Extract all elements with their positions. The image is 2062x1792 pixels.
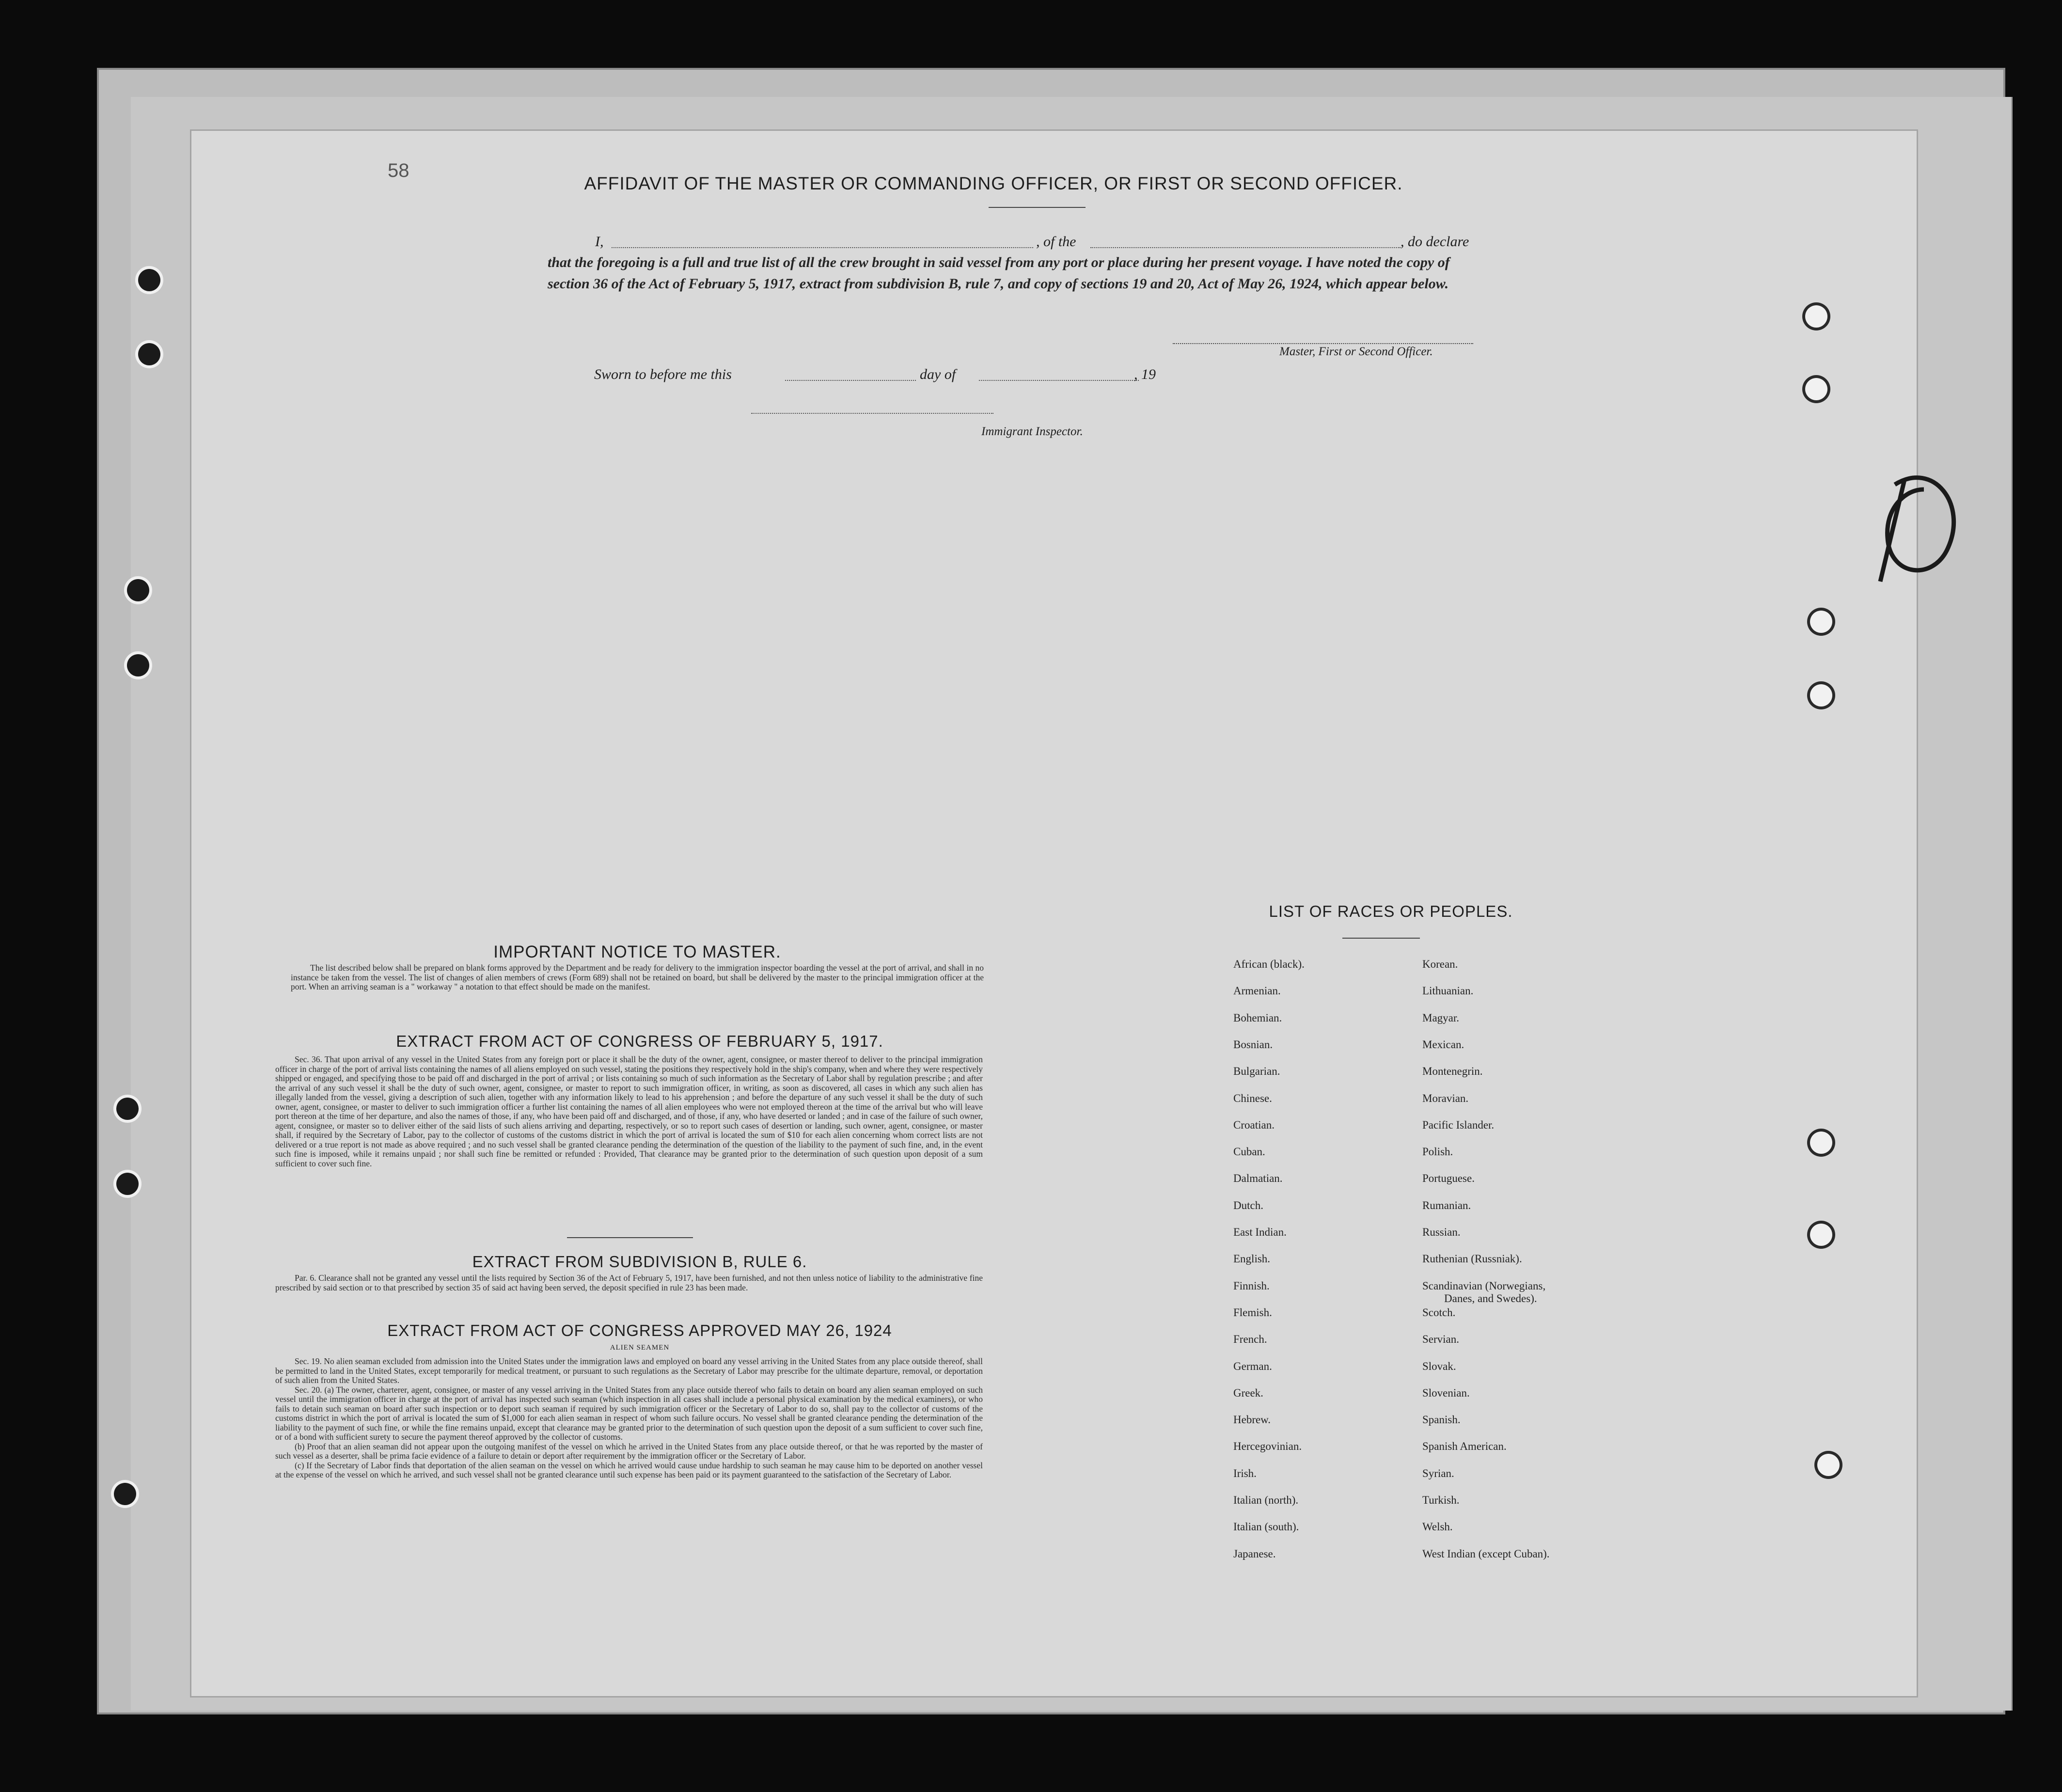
binder-hole-icon	[138, 269, 160, 291]
rule-6-paragraph: Par. 6. Clearance shall not be granted any vessel until the lists required by Section 36 of the Act of February 5, 1917, have been furnished, and not then unless notice of liability to the administrative fine prescribed by said section or to that prescribed by section 35 of said act having been served, the deposit specified in rule 23 has been made.	[275, 1273, 983, 1292]
race-item: Syrian.	[1422, 1467, 1454, 1479]
divider	[989, 207, 1086, 208]
binder-hole-icon	[1805, 378, 1827, 400]
race-item: West Indian (except Cuban).	[1422, 1547, 1550, 1560]
notice-body	[291, 963, 984, 992]
extract-1924-body	[275, 1357, 983, 1480]
race-item: Greek.	[1233, 1386, 1263, 1399]
binder-hole-icon	[1805, 305, 1827, 328]
extract-rule6-body	[275, 1273, 983, 1292]
race-item: Russian.	[1422, 1226, 1461, 1238]
race-item: Dutch.	[1233, 1199, 1263, 1211]
affidavit-body: that the foregoing is a full and true list of all the crew brought in said vessel from any port or place during her present voyage. I have noted the copy of section 36 of the Act of February 5, 1917, extract from subdivision B, rule 7, and copy of sections 19 and 20, Act of May 26, 1924, which appear below.	[548, 254, 1450, 292]
race-item: Italian (south).	[1233, 1521, 1299, 1533]
affidavit-i: I,	[595, 234, 604, 250]
race-item: Chinese.	[1233, 1092, 1272, 1104]
blank-month-line	[979, 380, 1139, 381]
race-item: Welsh.	[1422, 1521, 1453, 1533]
divider	[1342, 938, 1420, 939]
extract-1917-body	[275, 1055, 983, 1168]
signature-line	[1173, 343, 1473, 344]
race-item: Magyar.	[1422, 1011, 1460, 1024]
race-item: East Indian.	[1233, 1226, 1287, 1238]
race-item: Servian.	[1422, 1333, 1460, 1346]
binder-hole-icon	[116, 1098, 139, 1120]
race-item: Pacific Islander.	[1422, 1118, 1495, 1131]
race-item: Turkish.	[1422, 1494, 1460, 1506]
binder-hole-icon	[127, 654, 149, 676]
race-item: Ruthenian (Russniak).	[1422, 1253, 1522, 1265]
section-20b-paragraph: (b) Proof that an alien seaman did not appear upon the outgoing manifest of the vessel on which he arrived in the United States from any place outside thereof, or that he was reported by the master of such vessel as a deserter, shall be prima facie evidence of a failure to detain or deport after requirement by the immigration officer or the Secretary of Labor.	[275, 1441, 983, 1461]
sworn-text: Sworn to before me this	[594, 366, 732, 382]
race-item: Moravian.	[1422, 1092, 1469, 1104]
race-item: Hebrew.	[1233, 1414, 1271, 1426]
race-item: Rumanian.	[1422, 1199, 1471, 1211]
race-item: Montenegrin.	[1422, 1065, 1483, 1078]
race-item: African (black).	[1233, 958, 1305, 970]
affidavit-of-the: , of the	[1036, 234, 1076, 250]
race-item: Slovak.	[1422, 1360, 1456, 1372]
race-item: Danes, and Swedes).	[1444, 1292, 1537, 1305]
races-title: LIST OF RACES OR PEOPLES.	[1269, 902, 1513, 920]
race-item: Cuban.	[1233, 1146, 1265, 1158]
affidavit-do-declare: , do declare	[1401, 234, 1469, 250]
race-item: Armenian.	[1233, 985, 1281, 997]
race-item: French.	[1233, 1333, 1267, 1346]
extract-1924-title: EXTRACT FROM ACT OF CONGRESS APPROVED MAY 26, 1924	[387, 1321, 892, 1339]
inspector-caption: Immigrant Inspector.	[981, 425, 1083, 438]
binder-hole-icon	[1817, 1454, 1840, 1476]
year-text: , 19	[1134, 366, 1156, 382]
race-item: Dalmatian.	[1233, 1172, 1283, 1185]
handwritten-mark-icon	[1875, 465, 1968, 591]
section-20c-paragraph: (c) If the Secretary of Labor finds that deportation of the alien seaman on the vessel on which he arrived would cause undue hardship to such seaman he may cause him to be deported on another vessel at the expense of the vessel on which he arrived, and such vessel shall not be granted clearance until such expense has been paid or its payment guaranteed to the satisfaction of the Secretary of Labor.	[275, 1460, 983, 1479]
blank-vessel-line	[1090, 247, 1401, 248]
notice-paragraph: The list described below shall be prepared on blank forms approved by the Department and be ready for delivery to the immigration inspector boarding the vessel at the port of arrival, and shall in no instance be taken from the vessel. The list of changes of alien members of crews (Form 689) shall not be retained on board, but shall be delivered by the master to the principal immigration officer at the port. When an arriving seaman is a " workaway " a notation to that effect should be made on the manifest.	[291, 963, 984, 991]
race-item: Irish.	[1233, 1467, 1257, 1479]
binder-hole-icon	[1810, 611, 1832, 633]
affidavit-title: AFFIDAVIT OF THE MASTER OR COMMANDING OFFICER, OR FIRST OR SECOND OFFICER.	[584, 173, 1403, 193]
race-item: Spanish American.	[1422, 1440, 1507, 1453]
blank-day-line	[785, 380, 916, 381]
race-item: Spanish.	[1422, 1414, 1461, 1426]
race-item: Finnish.	[1233, 1279, 1270, 1292]
race-item: Korean.	[1422, 958, 1458, 970]
divider	[567, 1237, 693, 1238]
day-of-text: day of	[920, 366, 956, 382]
signature-caption: Master, First or Second Officer.	[1279, 345, 1433, 358]
extract-1924-subtitle: ALIEN SEAMEN	[610, 1344, 670, 1352]
binder-hole-icon	[116, 1173, 139, 1195]
race-item: Portuguese.	[1422, 1172, 1475, 1185]
binder-hole-icon	[138, 343, 160, 365]
race-item: German.	[1233, 1360, 1272, 1372]
binder-hole-icon	[114, 1483, 136, 1505]
race-item: Lithuanian.	[1422, 985, 1474, 997]
binder-hole-icon	[127, 579, 149, 601]
inspector-signature-line	[751, 413, 993, 414]
binder-hole-icon	[1810, 1224, 1832, 1246]
race-item: Mexican.	[1422, 1038, 1464, 1051]
race-item: Polish.	[1422, 1146, 1453, 1158]
blank-name-line	[612, 247, 1033, 248]
extract-rule6-title: EXTRACT FROM SUBDIVISION B, RULE 6.	[472, 1253, 807, 1271]
section-19-paragraph: Sec. 19. No alien seaman excluded from admission into the United States under the immigration laws and employed on board any vessel arriving in the United States from any place outside thereof, shall be permitted to land in the United States, except temporarily for medical treatment, or pursuant to such regulations as the Secretary of Labor may prescribe for the ultimate departure, removal, or deportation of such alien from the United States.	[275, 1356, 983, 1385]
binder-hole-icon	[1810, 684, 1832, 707]
race-item: Bohemian.	[1233, 1011, 1282, 1024]
race-item: Flemish.	[1233, 1306, 1272, 1319]
race-item: Scandinavian (Norwegians,	[1422, 1279, 1546, 1292]
race-item: Bulgarian.	[1233, 1065, 1280, 1078]
race-item: English.	[1233, 1253, 1271, 1265]
race-item: Slovenian.	[1422, 1386, 1470, 1399]
race-item: Bosnian.	[1233, 1038, 1273, 1051]
page-number: 58	[388, 160, 409, 181]
race-item: Croatian.	[1233, 1118, 1275, 1131]
race-item: Hercegovinian.	[1233, 1440, 1302, 1453]
race-item: Italian (north).	[1233, 1494, 1299, 1506]
race-item: Scotch.	[1422, 1306, 1456, 1319]
notice-title: IMPORTANT NOTICE TO MASTER.	[493, 943, 781, 961]
extract-1917-title: EXTRACT FROM ACT OF CONGRESS OF FEBRUARY 5, 1917.	[396, 1032, 883, 1050]
section-36-paragraph: Sec. 36. That upon arrival of any vessel in the United States from any foreign port or place it shall be the duty of the owner, agent, consignee, or master thereof to deliver to the principal immigration officer in charge of the port of arrival lists containing the names of all aliens employed on such vessel, stating the positions they respectively hold in the ship's company, when and where they were respectively shipped or engaged, and specifying those to be paid off and discharged in the port of arrival ; or lists containing so much of such information as the Secretary of Labor shall by regulation prescribe ; and after the arrival of any such vessel it shall be the duty of such owner, agent, consignee, or master to report to such immigration officer, in writing, as soon as discovered, all cases in which any such alien has illegally landed from the vessel, giving a description of such alien, together with any information likely to lead to his apprehension ; and before the departure of any such vessel it shall be the duty of such owner, agent, consignee, or master to deliver to such immigration officer a further list containing the names of all alien employees who were not employed thereon at the time of the arrival but who will leave port thereon at the time of her departure, and also the names of those, if any, who have been paid off and discharged, and of those, if any, who have deserted or landed ; and in case of the failure of such owner, agent, consignee, or master so to deliver either of the said lists of such aliens arriving and departing, respectively, or so to report such cases of desertion or landing, such owner, agent, consignee, or master shall, if required by the Secretary of Labor, pay to the collector of customs of the customs district in which the port of arrival is located the sum of $10 for each alien concerning whom correct lists are not delivered or a true report is not made as above required ; and no such vessel shall be granted clearance pending the determination of the question of the liability to the payment of such fine, and, in the event such fine is imposed, while it remains unpaid ; nor shall such fine be remitted or refunded : Provided, That clearance may be granted prior to the determination of such question upon deposit of a sum sufficient to cover such fine.	[275, 1054, 983, 1168]
race-item: Japanese.	[1233, 1547, 1276, 1560]
section-20a-paragraph: Sec. 20. (a) The owner, charterer, agent, consignee, or master of any vessel arriving in the United States from any place outside thereof who fails to detain on board any alien seaman employed on such vessel until the immigration officer in charge at the port of arrival has inspected such seaman (which inspection in all cases shall include a personal physical examination by the medical examiners), or who fails to detain such seaman on board after such inspection or to deport such seaman if required by such immigration officer or the Secretary of Labor to do so, shall pay to the collector of customs of the customs district in which the port of arrival is located the sum of $1,000 for each alien seaman in respect of whom such failure occurs. No vessel shall be granted clearance pending the determination of the liability to the payment of such fine, or while the fine remains unpaid, except that clearance may be granted prior to the determination of such question upon the deposit of a sum sufficient to cover such fine, or of a bond with sufficient surety to secure the payment thereof approved by the collector of customs.	[275, 1384, 983, 1442]
binder-hole-icon	[1810, 1132, 1832, 1154]
